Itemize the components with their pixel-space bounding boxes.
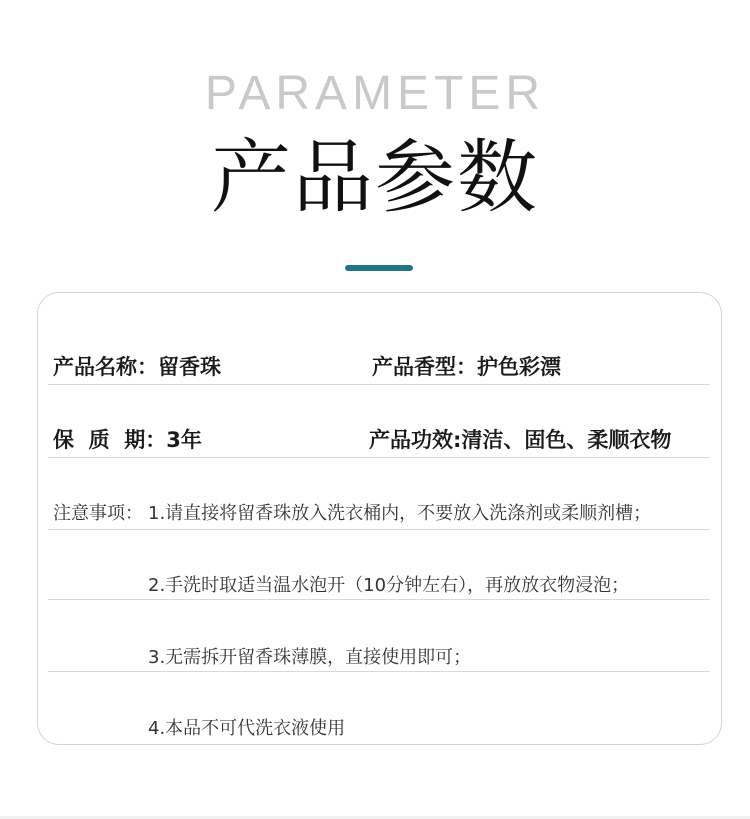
accent-bar [345,265,413,271]
spec-product-name: 产品名称：留香珠 [53,355,221,379]
note-item-4: 4.本品不可代洗衣液使用 [148,718,346,739]
divider [48,457,710,458]
note-item-1: 1.请直接将留香珠放入洗衣桶内，不要放入洗涤剂或柔顺剂槽； [148,503,652,524]
spec-product-function: 产品功效:清洁、固色、柔顺衣物 [369,428,672,452]
note-item-2: 2.手洗时取适当温水泡开（10分钟左右），再放放衣物浸泡； [148,575,630,596]
divider [48,671,710,672]
divider [48,599,710,600]
divider [48,529,710,530]
notes-label: 注意事项： [53,503,143,524]
spec-product-scent: 产品香型：护色彩漂 [372,355,561,379]
note-item-3: 3.无需拆开留香珠薄膜，直接使用即可； [148,647,472,668]
section-eyebrow: PARAMETER [204,67,546,120]
spec-shelf-life: 保 质 期：3年 [53,428,202,452]
page-title: 产品参数 [211,131,539,224]
divider [48,384,710,385]
